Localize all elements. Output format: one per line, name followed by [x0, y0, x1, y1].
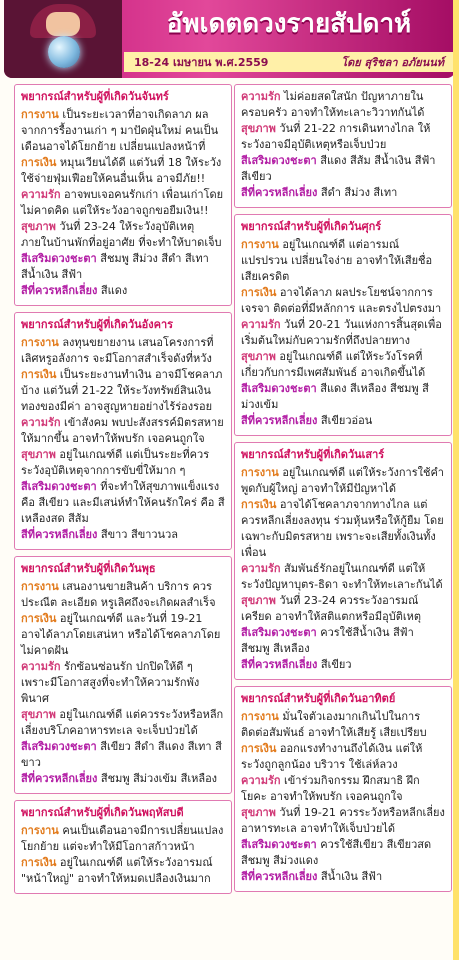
item-money: การเงิน อาจได้โชคลาภจากทางไกล แต่ควรหลีกเลี่ยงลงทุน ร่วมหุ้นหรือให้กู้ยืม โดยเฉพาะกับมิตรสหาย เพราะจะเสียทั้งเงินทั้งเพื่อน [241, 498, 444, 559]
section-saturday [234, 442, 452, 680]
item-work: การงาน เป็นระยะเวลาที่อาจเกิดลาภ ผลจากการรื้องานเก่า ๆ มาปัดฝุ่นใหม่ คนเป็นเดือนอาจได้โยกย้าย เปลี่ยนแปลงหน้าที่ [21, 108, 219, 153]
section-heading: พยากรณ์สำหรับผู้ที่เกิดวันอังคาร [21, 318, 174, 331]
item-avoid-color: สีที่ควรหลีกเลี่ยง สีแดง [21, 284, 128, 297]
fortune-teller-illustration [4, 0, 122, 78]
item-love: ความรัก รักซ้อนซ่อนรัก ปกปิดให้ดี ๆ เพราะมีโอกาสสูงที่จะทำให้ความรักพังพินาศ [21, 660, 200, 705]
item-lucky-color: สีเสริมดวงชะตา ที่จะทำให้สุขภาพแข็งแรงคือ สีเขียว และมีเสน่ห์ทำให้คนรักใคร่ คือ สีเหลืองสด สีส้ม [21, 480, 225, 525]
item-work: การงาน ลงทุนขยายงาน เสนอโครงการที่เลิศหรูอลังการ จะมีโอกาสสำเร็จดังที่หวัง [21, 336, 214, 365]
item-avoid-color: สีที่ควรหลีกเลี่ยง สีขาว สีขาวนวล [21, 528, 178, 541]
item-money: การเงิน อยู่ในเกณฑ์ดี แต่ให้ระวังอารมณ์ "หน้าใหญ่" อาจทำให้หมดเปลืองเงินมาก [21, 856, 213, 885]
section-monday [14, 84, 232, 306]
section-heading: พยากรณ์สำหรับผู้ที่เกิดวันอาทิตย์ [241, 692, 396, 705]
left-column [14, 84, 232, 900]
right-column [234, 84, 452, 898]
section-heading: พยากรณ์สำหรับผู้ที่เกิดวันพฤหัสบดี [21, 806, 184, 819]
section-tuesday [14, 312, 232, 550]
item-lucky-color: สีเสริมดวงชะตา สีแดง สีเหลือง สีชมพู สีม่วงเข้ม [241, 382, 429, 411]
item-health: สุขภาพ อยู่ในเกณฑ์ดี แต่เป็นระยะที่ควรระวังอุบัติเหตุจากการขับขี่ให้มาก ๆ [21, 448, 210, 477]
section-friday [234, 214, 452, 436]
section-heading: พยากรณ์สำหรับผู้ที่เกิดวันจันทร์ [21, 90, 169, 103]
item-money: การเงิน อยู่ในเกณฑ์ดี และวันที่ 19-21 อาจได้ลาภโดยเสน่หา หรือได้โชคลาภโดยไม่คาดฝัน [21, 612, 221, 657]
item-health: สุขภาพ วันที่ 21-22 การเดินทางไกล ให้ระวังอาจมีอุบัติเหตุหรือเจ็บป่วย [241, 122, 431, 151]
item-money: การเงิน ออกแรงทำงานถึงได้เงิน แต่ให้ระวังถูกลูกน้อง บริวาร ใช้เล่ห์ลวง [241, 742, 423, 771]
item-lucky-color: สีเสริมดวงชะตา สีเขียว สีดำ สีแดง สีเทา สีขาว [21, 740, 222, 769]
item-money: การเงิน เป็นระยะงานทำเงิน อาจมีโชคลาภบ้าง แต่วันที่ 21-22 ให้ระวังทรัพย์สินเงินทองของมีค่า อาจสูญหายอย่างไร้ร่องรอย [21, 368, 223, 413]
item-love: ความรัก วันที่ 20-21 วันแห่งการสิ้นสุดเพื่อเริ่มต้นใหม่กับความรักที่ถึงปลายทาง [241, 318, 442, 347]
item-lucky-color: สีเสริมดวงชะตา สีแดง สีส้ม สีน้ำเงิน สีฟ้า สีเขียว [241, 154, 436, 183]
author-credit: โดย สุริชลา อภัยนนท์ [341, 56, 444, 69]
section-heading: พยากรณ์สำหรับผู้ที่เกิดวันเสาร์ [241, 448, 385, 461]
item-money: การเงิน หมุนเวียนได้ดี แต่วันที่ 18 ให้ระวังใช้จ่ายฟุ่มเฟือยให้คนอื่นเห็น อาจมีภัย!! [21, 156, 222, 185]
item-avoid-color: สีที่ควรหลีกเลี่ยง สีดำ สีม่วง สีเทา [241, 186, 398, 199]
item-love: ความรัก สัมพันธ์รักอยู่ในเกณฑ์ดี แต่ให้ระวังปัญหาบุตร-ธิดา จะทำให้ทะเลาะกันได้ [241, 562, 443, 591]
item-lucky-color: สีเสริมดวงชะตา สีชมพู สีม่วง สีดำ สีเทา สีน้ำเงิน สีฟ้า [21, 252, 209, 281]
page-title: อัพเดตดวงรายสัปดาห์ [166, 9, 412, 39]
date-range: 18-24 เมษายน พ.ศ.2559 [134, 56, 269, 69]
item-love: ความรัก เข้าสังคม พบปะสังสรรค์มิตรสหายให้มากขึ้น อาจทำให้พบรัก เจอคนถูกใจ [21, 416, 224, 445]
section-sunday [234, 686, 452, 892]
item-avoid-color: สีที่ควรหลีกเลี่ยง สีชมพู สีม่วงเข้ม สีเหลือง [21, 772, 218, 785]
item-health: สุขภาพ วันที่ 23-24 ให้ระวังอุบัติเหตุภายในบ้านพักที่อยู่อาศัย ที่จะทำให้บาดเจ็บ [21, 220, 222, 249]
item-work: การงาน เสนองานขายสินค้า บริการ ควรประณีต ละเอียด หรูเลิศถึงจะเกิดผลสำเร็จ [21, 580, 216, 609]
item-love: ความรัก ไม่ค่อยสดใสนัก ปัญหาภายในครอบครัว อาจทำให้ทะเลาะวิวาทกันได้ [241, 90, 425, 119]
item-money: การเงิน อาจได้ลาภ ผลประโยชน์จากการเจรจา ติดต่อที่มีหลักการ และตรงไปตรงมา [241, 286, 442, 315]
item-work: การงาน อยู่ในเกณฑ์ดี แต่อารมณ์แปรปรวน เปลี่ยนใจง่าย อาจทำให้เสียชื่อ เสียเครดิต [241, 238, 433, 283]
item-health: สุขภาพ อยู่ในเกณฑ์ดี แต่ควรระวังหรือหลีกเลี่ยงบริโภคอาหารทะเล จะเจ็บป่วยได้ [21, 708, 224, 737]
crystal-ball-icon [48, 36, 80, 68]
section-heading: พยากรณ์สำหรับผู้ที่เกิดวันพุธ [21, 562, 156, 575]
header-banner [4, 0, 455, 78]
item-avoid-color: สีที่ควรหลีกเลี่ยง สีเขียว [241, 658, 352, 671]
item-avoid-color: สีที่ควรหลีกเลี่ยง สีน้ำเงิน สีฟ้า [241, 870, 383, 883]
item-health: สุขภาพ วันที่ 23-24 ควรระวังอารมณ์เครียด อาจทำให้สติแตกหรือมีอุบัติเหตุ [241, 594, 422, 623]
item-lucky-color: สีเสริมดวงชะตา ควรใช้สีน้ำเงิน สีฟ้า สีชมพู สีเหลือง [241, 626, 414, 655]
item-health: สุขภาพ วันที่ 19-21 ควรระวังหรือหลีกเลี่ยงอาหารทะเล อาจทำให้เจ็บป่วยได้ [241, 806, 445, 835]
item-love: ความรัก เข้าร่วมกิจกรรม ฝึกสมาธิ ฝึกโยคะ อาจทำให้พบรัก เจอคนถูกใจ [241, 774, 420, 803]
section-thursday [14, 800, 232, 894]
face-icon [46, 12, 80, 36]
section-wednesday [14, 556, 232, 794]
date-strip [124, 52, 454, 72]
item-work: การงาน คนเป็นเดือนอาจมีการเปลี่ยนแปลง โยกย้าย แต่จะทำให้มีโอกาสก้าวหน้า [21, 824, 224, 853]
page-edge-decoration [453, 0, 459, 960]
section-thursday-continued [234, 84, 452, 208]
item-love: ความรัก อาจพบเจอคนรักเก่า เพื่อนเก่าโดยไม่คาดคิด แต่ให้ระวังอาจถูกขอยืมเงิน!! [21, 188, 224, 217]
item-avoid-color: สีที่ควรหลีกเลี่ยง สีเขียวอ่อน [241, 414, 373, 427]
section-heading: พยากรณ์สำหรับผู้ที่เกิดวันศุกร์ [241, 220, 382, 233]
item-health: สุขภาพ อยู่ในเกณฑ์ดี แต่ให้ระวังโรคที่เกี่ยวกับการมีเพศสัมพันธ์ อาจเกิดขึ้นได้ [241, 350, 426, 379]
item-lucky-color: สีเสริมดวงชะตา ควรใช้สีเขียว สีเขียวสด สีชมพู สีม่วงแดง [241, 838, 432, 867]
item-work: การงาน มั่นใจตัวเองมากเกินไปในการติดต่อสัมพันธ์ อาจทำให้เสียรู้ เสียเปรียบ [241, 710, 427, 739]
item-work: การงาน อยู่ในเกณฑ์ดี แต่ให้ระวังการใช้คำพูดกับผู้ใหญ่ อาจทำให้มีปัญหาได้ [241, 466, 444, 495]
